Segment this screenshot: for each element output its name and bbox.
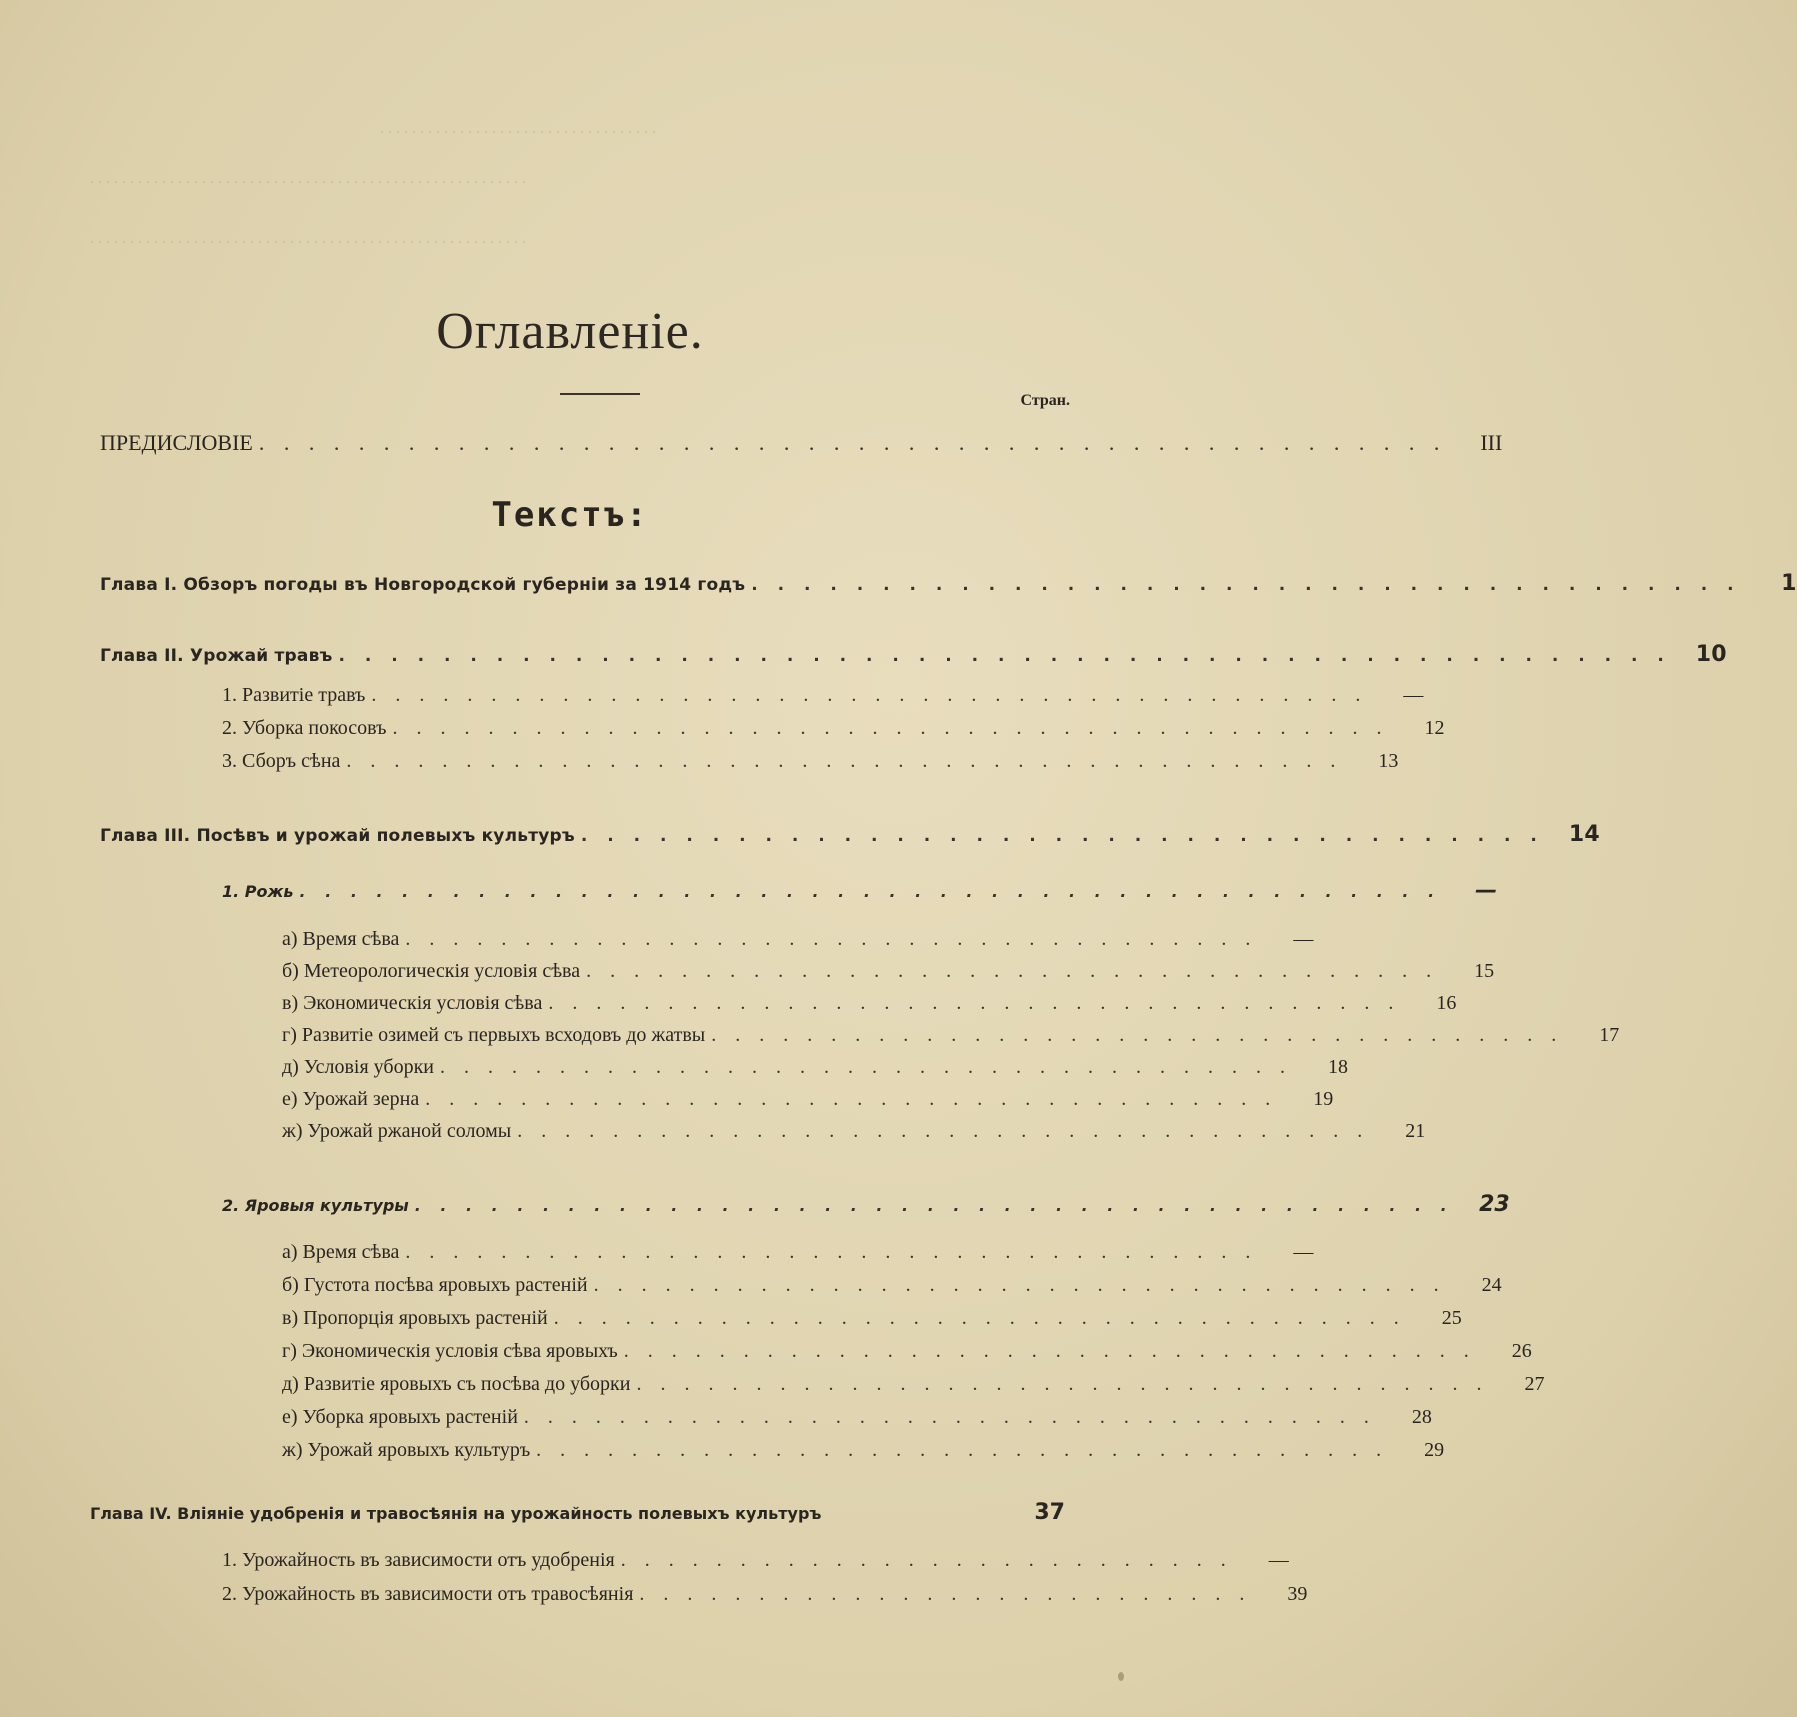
toc-entry-page: 14 (1568, 822, 1600, 847)
toc-entry-label: Глава II. Урожай травъ (100, 646, 333, 666)
toc-entry-page: 1 (1781, 571, 1797, 596)
toc-entry-page: 18 (1327, 1056, 1348, 1078)
toc-entry-label: а) Время сѣва (282, 1241, 400, 1263)
toc-entry-chapter (100, 822, 1600, 847)
toc-entry (222, 684, 1424, 707)
leader-dots: . . . . . . . . . . . . . . . . . . . . . . . . . . . . . . . . . . . . (425, 1088, 1278, 1110)
toc-entry-page: 26 (1511, 1340, 1532, 1362)
toc-entry-page: — (1268, 1549, 1289, 1571)
toc-entry-page: — (1293, 928, 1314, 950)
toc-entry-page: 10 (1695, 642, 1727, 667)
toc-entry (282, 960, 1495, 983)
toc-entry-label: ж) Урожай ржаной соломы (282, 1120, 512, 1142)
toc-entry-label: б) Густота посѣва яровыхъ растеній (282, 1274, 588, 1296)
toc-entry-label: в) Пропорція яровыхъ растеній (282, 1307, 548, 1329)
leader-dots: . . . . . . . . . . . . . . . . . . . . . . . . . . . . . . . . . . . . (586, 960, 1439, 982)
paper-stain (1118, 1672, 1124, 1681)
toc-entry-chapter (90, 1500, 1065, 1525)
toc-entry-label: а) Время сѣва (282, 928, 400, 950)
toc-entry-page: 17 (1599, 1024, 1620, 1046)
toc-entry-page: 19 (1313, 1088, 1334, 1110)
toc-entry-label: 2. Урожайность въ зависимости отъ травосѣянія (222, 1583, 634, 1605)
show-through-text: . . . . . . . . . . . . . . . . . . . . . . . . . . . . . . . . . . . . . . . . . . . . . . . . . . . . . . . (90, 230, 526, 247)
toc-entry-label: б) Метеорологическія условія сѣва (282, 960, 581, 982)
preface-row (100, 430, 1503, 456)
toc-entry-label: е) Уборка яровыхъ растеній (282, 1406, 518, 1428)
toc-entry (222, 1583, 1308, 1606)
toc-entry-label: 2. Уборка покосовъ (222, 717, 387, 739)
leader-dots: . . . . . . . . . . . . . . . . . . . . . . . . . . . . . . . . . . . . . . (751, 575, 1741, 595)
leader-dots: . . . . . . . . . . . . . . . . . . . . . . . . . . . . . . . . . . . . (553, 1307, 1406, 1329)
leader-dots: . . . . . . . . . . . . . . . . . . . . . . . . . . . . . . . . . . . . . . . . . . (371, 684, 1368, 706)
toc-entry-page: 21 (1405, 1120, 1426, 1142)
leader-dots: . . . . . . . . . . . . . . . . . . . . . . . . . . . . . . . . . . . . (405, 1241, 1258, 1263)
toc-entry (282, 1373, 1545, 1396)
toc-entry-page: 29 (1424, 1439, 1445, 1461)
toc-entry (282, 1439, 1445, 1462)
toc-entry (282, 1024, 1620, 1047)
toc-entry-subsection (222, 1192, 1510, 1217)
toc-entry-label: д) Развитіе яровыхъ съ посѣва до уборки (282, 1373, 631, 1395)
toc-entry (282, 928, 1314, 951)
toc-entry-label: Глава III. Посѣвъ и урожай полевыхъ культуръ (100, 826, 575, 846)
leader-dots: . . . . . . . . . . . . . . . . . . . . . . . . . . . . . . . . . . . . (593, 1274, 1446, 1296)
title-rule (560, 393, 640, 395)
preface-label: ПРЕДИСЛОВІЕ (100, 430, 253, 455)
toc-entry (282, 992, 1457, 1015)
toc-entry-chapter (100, 642, 1727, 667)
toc-entry-page: 24 (1481, 1274, 1502, 1296)
toc-entry-page: 25 (1441, 1307, 1462, 1329)
toc-entry (282, 1274, 1502, 1297)
preface-page: III (1480, 430, 1503, 455)
toc-entry-label: в) Экономическія условія сѣва (282, 992, 543, 1014)
leader-dots: . . . . . . . . . . . . . . . . . . . . . . . . . . . . . . . . . . . . . . . . . . (392, 717, 1389, 739)
toc-entry-chapter (100, 571, 1797, 596)
toc-entry-page: — (1403, 684, 1424, 706)
leader-dots: . . . . . . . . . . . . . . . . . . . . . . . . . . . . . . . . . . . . (636, 1373, 1489, 1395)
toc-entry (282, 1241, 1314, 1264)
toc-entry (282, 1307, 1462, 1330)
toc-entry (222, 1549, 1289, 1572)
leader-dots: . . . . . . . . . . . . . . . . . . . . . . . . . . . . . . . . . . . . (439, 1056, 1292, 1078)
toc-entry-label: 1. Рожь (222, 882, 294, 901)
leader-dots: . . . . . . . . . . . . . . . . . . . . . . . . . . (639, 1583, 1252, 1605)
toc-entry-page: 37 (1034, 1500, 1065, 1525)
leader-dots: . . . . . . . . . . . . . . . . . . . . . . . . . . . . . . . . . . . . (517, 1120, 1370, 1142)
leader-dots: . . . . . . . . . . . . . . . . . . . . . . . . . . . . . . . . . . . . . . . . . . (346, 750, 1343, 772)
leader-dots: . . . . . . . . . . . . . . . . . . . . . . . . . . . . . . . . . . . . (523, 1406, 1376, 1428)
show-through-text: . . . . . . . . . . . . . . . . . . . . . . . . . . . . . . . . . . . (380, 120, 656, 137)
toc-entry-page: — (1293, 1241, 1314, 1263)
toc-entry-page: 16 (1436, 992, 1457, 1014)
toc-entry-page: 12 (1424, 717, 1445, 739)
toc-entry-label: д) Условія уборки (282, 1056, 434, 1078)
leader-dots: . . . . . . . . . . . . . . . . . . . . . . . . . . . . . . . . . . . . . . . . . . . . . (299, 882, 1442, 901)
toc-entry-label: ж) Урожай яровыхъ культуръ (282, 1439, 531, 1461)
toc-entry (282, 1056, 1348, 1079)
toc-entry-page: 23 (1479, 1192, 1510, 1217)
page-column-label: Стран. (1020, 392, 1070, 409)
show-through-text: . . . . . . . . . . . . . . . . . . . . . . . . . . . . . . . . . . . . . . . . . . . . . . . . . . . . . . . (90, 170, 526, 187)
leader-dots: . . . . . . . . . . . . . . . . . . . . . . . . . . . . . . . . . . . . . . . . . . . . . . . . (258, 430, 1447, 455)
toc-entry (282, 1120, 1426, 1143)
toc-entry-page: 13 (1378, 750, 1399, 772)
toc-entry-label: 1. Урожайность въ зависимости отъ удобренія (222, 1549, 615, 1571)
leader-dots: . . . . . . . . . . . . . . . . . . . . . . . . . . . . . . . . . . . . . . . . . . . . . . . . . . . (338, 646, 1671, 666)
toc-entry (222, 717, 1445, 740)
leader-dots: . . . . . . . . . . . . . . . . . . . . . . . . . . (620, 1549, 1233, 1571)
toc-entry-label: г) Развитіе озимей съ первыхъ всходовъ до жатвы (282, 1024, 706, 1046)
leader-dots: . . . . . . . . . . . . . . . . . . . . . . . . . . . . . . . . . . . . (711, 1024, 1564, 1046)
toc-entry-page: — (1475, 878, 1498, 903)
section-heading: Текстъ: (491, 495, 649, 535)
leader-dots: . . . . . . . . . . . . . . . . . . . . . . . . . . . . . . . . . . . . (623, 1340, 1476, 1362)
toc-entry-label: 3. Сборъ сѣна (222, 750, 341, 772)
toc-entry-label: 2. Яровыя культуры (222, 1196, 409, 1215)
toc-entry (282, 1088, 1334, 1111)
toc-entry-page: 28 (1411, 1406, 1432, 1428)
page-title: Оглавленіе. (436, 303, 704, 360)
toc-entry-label: Глава I. Обзоръ погоды въ Новгородской губерніи за 1914 годъ (100, 575, 746, 595)
toc-entry-page: 27 (1524, 1373, 1545, 1395)
leader-dots: . . . . . . . . . . . . . . . . . . . . . . . . . . . . . . . . . . . . (405, 928, 1258, 950)
toc-entry-label: е) Урожай зерна (282, 1088, 420, 1110)
toc-entry (282, 1340, 1532, 1363)
toc-entry (282, 1406, 1432, 1429)
toc-entry-label: 1. Развитіе травъ (222, 684, 366, 706)
toc-entry-subsection (222, 878, 1498, 903)
toc-entry-label: Глава IV. Вліяніе удобренія и травосѣянія на урожайность полевыхъ культуръ (90, 1504, 822, 1523)
toc-entry-label: г) Экономическія условія сѣва яровыхъ (282, 1340, 618, 1362)
toc-entry-page: 39 (1287, 1583, 1308, 1605)
leader-dots: . . . . . . . . . . . . . . . . . . . . . . . . . . . . . . . . . . . . (548, 992, 1401, 1014)
leader-dots: . . . . . . . . . . . . . . . . . . . . . . . . . . . . . . . . . . . . . . . . . (414, 1196, 1454, 1215)
leader-dots: . . . . . . . . . . . . . . . . . . . . . . . . . . . . . . . . . . . . . (580, 826, 1544, 846)
toc-entry (222, 750, 1399, 773)
toc-entry-page: 15 (1474, 960, 1495, 982)
leader-dots: . . . . . . . . . . . . . . . . . . . . . . . . . . . . . . . . . . . . (536, 1439, 1389, 1461)
